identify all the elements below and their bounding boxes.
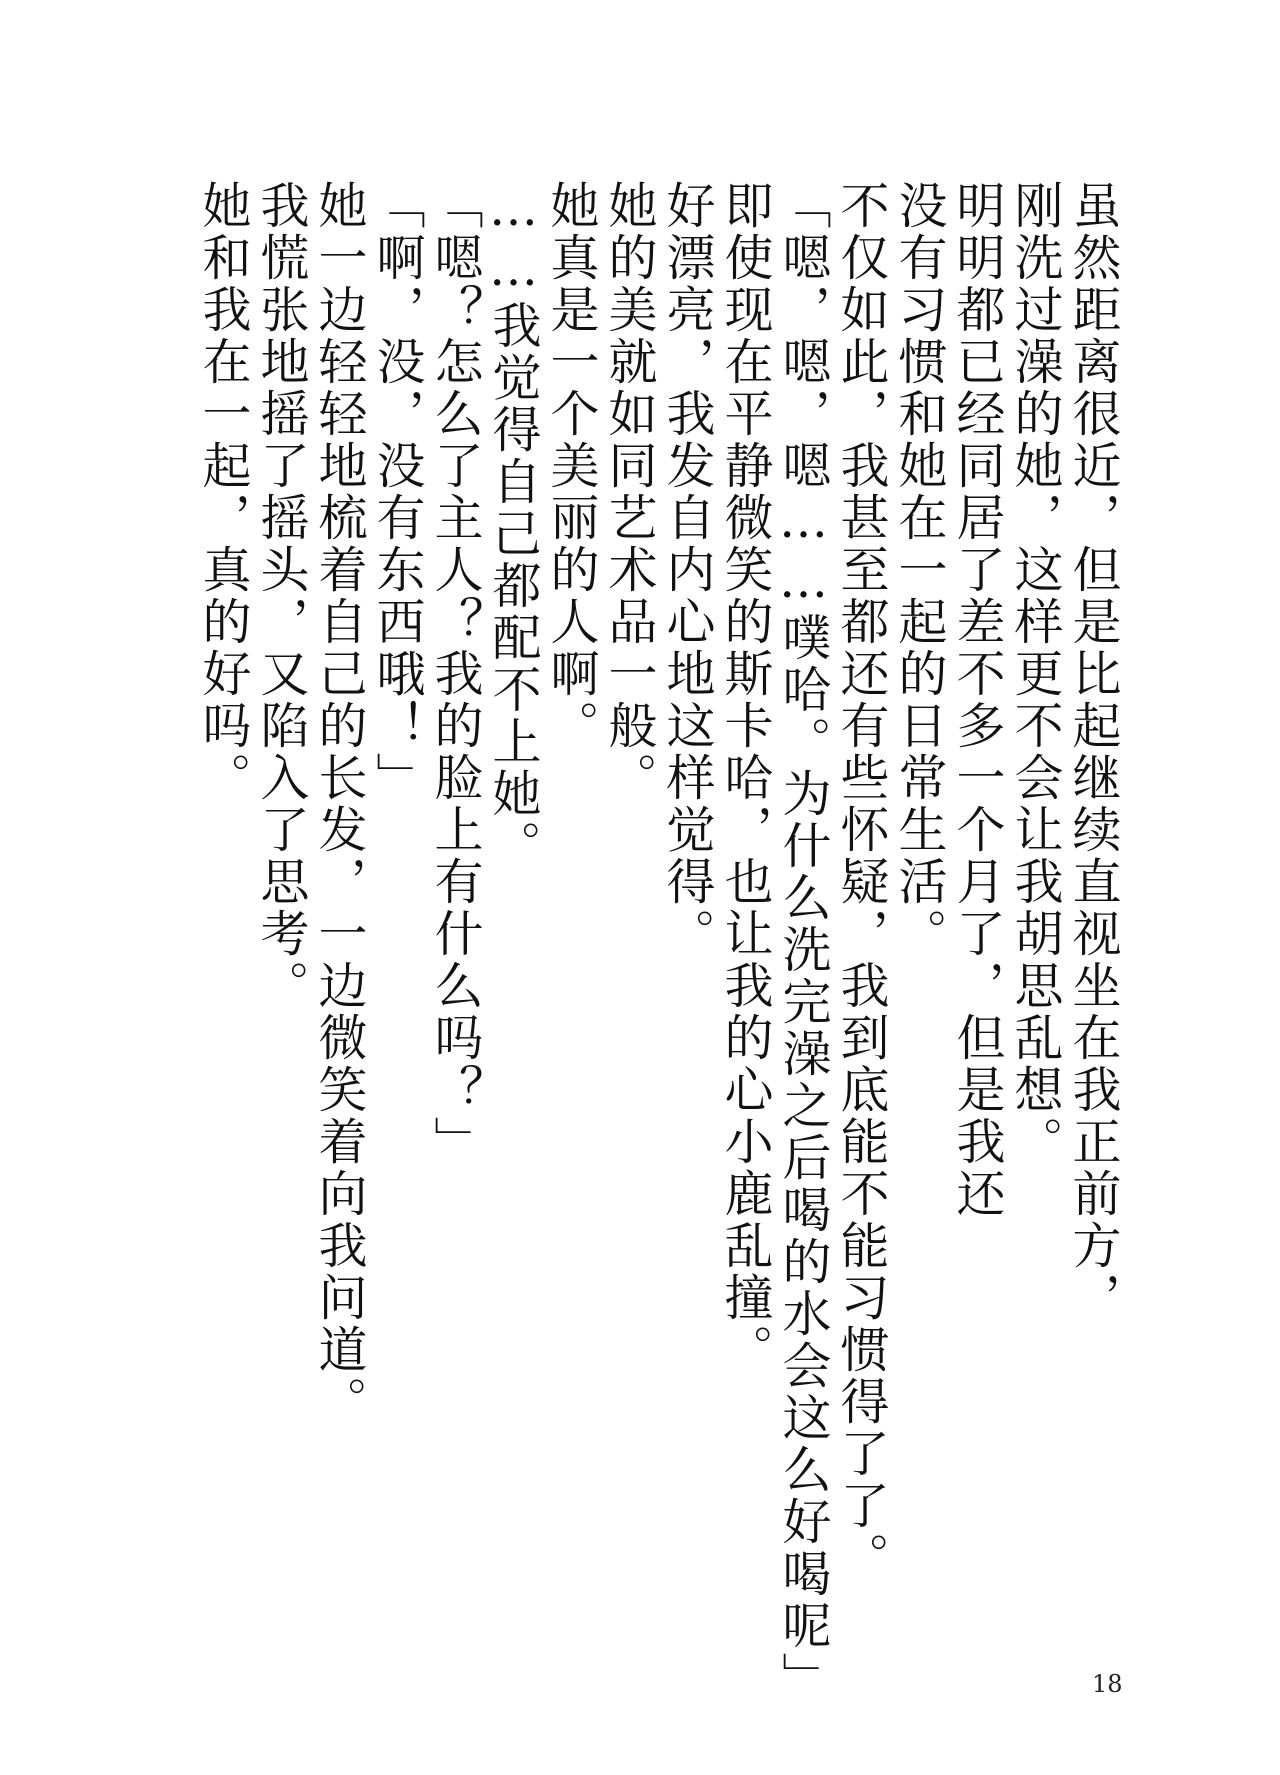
text-line-9: 她的美就如同艺术品一般。 — [601, 180, 658, 804]
text-line-10: 她真是一个美丽的人啊。 — [543, 180, 600, 752]
text-line-4: 没有习惯和她在一起的日常生活。 — [891, 180, 948, 960]
text-line-16: 她和我在一起，真的好吗。 — [195, 180, 252, 804]
text-line-5: 不仅如此，我甚至都还有些怀疑，我到底能不能习惯得了了。 — [833, 180, 890, 1584]
text-line-13: 「啊，没，没有东西哦！」 — [369, 180, 426, 804]
text-line-6: 「嗯，嗯，嗯……噗哈。为什么洗完澡之后喝的水会这么好喝呢」 — [775, 180, 832, 1704]
text-line-15: 我慌张地摇了摇头，又陷入了思考。 — [253, 180, 310, 1012]
text-line-1: 虽然距离很近，但是比起继续直视坐在我正前方， — [1065, 180, 1122, 1324]
page-number: 18 — [1092, 1670, 1123, 1698]
text-line-14: 她一边轻轻地梳着自己的长发，一边微笑着向我问道。 — [311, 180, 368, 1428]
text-line-2: 刚洗过澡的她，这样更不会让我胡思乱想。 — [1007, 180, 1064, 1168]
text-line-11: ……我觉得自己都配不上她。 — [485, 180, 542, 872]
text-line-12: 「嗯？怎么了主人？我的脸上有什么吗？」 — [427, 180, 484, 1168]
text-line-3: 明明都已经同居了差不多一个月了，但是我还 — [949, 180, 1006, 1220]
text-line-7: 即使现在平静微笑的斯卡哈，也让我的心小鹿乱撞。 — [717, 180, 774, 1376]
text-line-8: 好漂亮，我发自内心地这样觉得。 — [659, 180, 716, 960]
